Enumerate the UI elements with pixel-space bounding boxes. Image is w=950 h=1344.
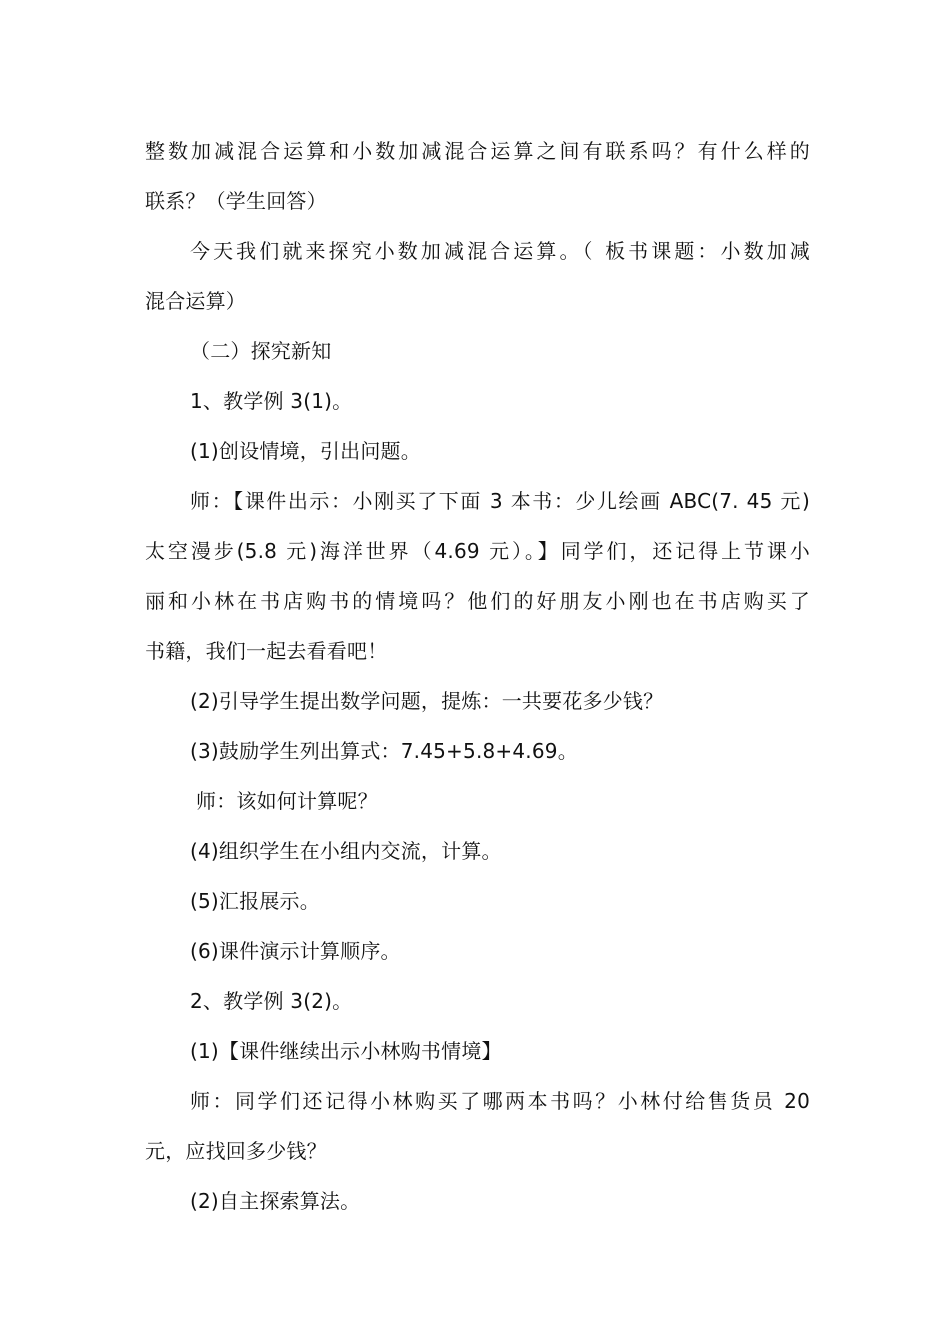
paragraph-line: 今天我们就来探究小数加减混合运算。（ 板书课题：小数加减 [190, 239, 810, 263]
step-item: (2)引导学生提出数学问题，提炼：一共要花多少钱？ [190, 689, 664, 713]
step-item: (3)鼓励学生列出算式：7.45+5.8+4.69。 [190, 739, 578, 763]
paragraph-line: 元，应找回多少钱？ [145, 1139, 327, 1163]
step-item: (1)创设情境，引出问题。 [190, 439, 421, 463]
paragraph-line: 书籍，我们一起去看看吧！ [145, 639, 388, 663]
step-item: (2)自主探索算法。 [190, 1189, 361, 1213]
subsection-heading: 2、教学例 3(2)。 [190, 989, 353, 1013]
paragraph-line: 混合运算） [145, 289, 246, 313]
step-item: (1)【课件继续出示小林购书情境】 [190, 1039, 502, 1063]
paragraph-line: 整数加减混合运算和小数加减混合运算之间有联系吗？有什么样的 [145, 139, 810, 163]
teacher-line: 师：该如何计算呢？ [196, 789, 378, 813]
subsection-heading: 1、教学例 3(1)。 [190, 389, 353, 413]
paragraph-line: 太空漫步(5.8 元)海洋世界（4.69 元）。】同学们，还记得上节课小 [145, 539, 810, 563]
paragraph-line: 师：【课件出示：小刚买了下面 3 本书：少儿绘画 ABC(7. 45 元) [190, 489, 810, 513]
step-item: (5)汇报展示。 [190, 889, 320, 913]
paragraph-line: 丽和小林在书店购书的情境吗？他们的好朋友小刚也在书店购买了 [145, 589, 810, 613]
paragraph-line: 联系？（学生回答） [145, 189, 327, 213]
section-heading: （二）探究新知 [190, 339, 332, 363]
paragraph-line: 师：同学们还记得小林购买了哪两本书吗？小林付给售货员 20 [190, 1089, 810, 1113]
step-item: (4)组织学生在小组内交流，计算。 [190, 839, 502, 863]
step-item: (6)课件演示计算顺序。 [190, 939, 401, 963]
